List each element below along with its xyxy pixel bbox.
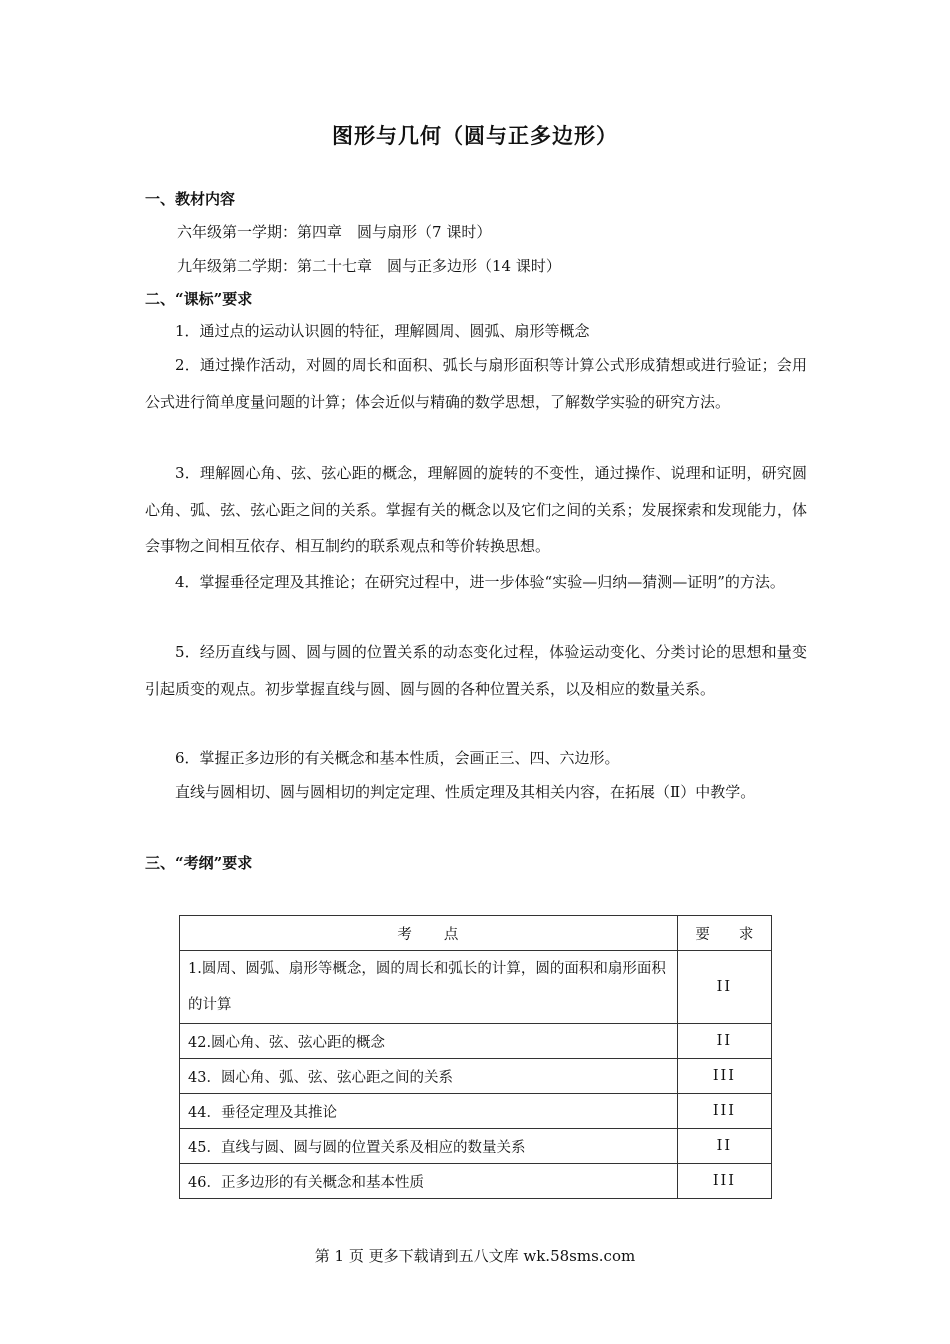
header-requirement: 要 求 xyxy=(677,916,771,951)
textbook-line-grade6: 六年级第一学期：第四章 圆与扇形（7 课时） xyxy=(177,223,492,241)
curriculum-item-4: 4．掌握垂径定理及其推论；在研究过程中，进一步体验“实验—归纳—猜测—证明”的方法。 xyxy=(175,573,785,591)
requirement-cell: II xyxy=(677,951,771,1024)
exam-point-cell: 1.圆周、圆弧、扇形等概念，圆的周长和弧长的计算，圆的面积和扇形面积的计算 xyxy=(180,951,678,1024)
table-row xyxy=(180,1164,772,1199)
table-row xyxy=(180,1024,772,1059)
exam-point-cell: 42.圆心角、弦、弦心距的概念 xyxy=(180,1024,678,1059)
requirement-cell: II xyxy=(677,1129,771,1164)
textbook-line-grade9: 九年级第二学期：第二十七章 圆与正多边形（14 课时） xyxy=(177,257,561,275)
page-footer: 第 1 页 更多下载请到五八文库 wk.58sms.com xyxy=(314,1247,636,1265)
table-header-row xyxy=(180,916,772,951)
exam-point-cell: 43．圆心角、弧、弦、弦心距之间的关系 xyxy=(180,1059,678,1094)
curriculum-item-6: 6．掌握正多边形的有关概念和基本性质，会画正三、四、六边形。 xyxy=(175,749,620,767)
table-row xyxy=(180,1059,772,1094)
curriculum-item-2: 2．通过操作活动，对圆的周长和面积、弧长与扇形面积等计算公式形成猜想或进行验证；会用公式进行简单度量问题的计算；体会近似与精确的数学思想，了解数学实验的研究方法。 xyxy=(145,356,807,411)
requirement-cell: III xyxy=(677,1059,771,1094)
exam-point-cell: 46．正多边形的有关概念和基本性质 xyxy=(180,1164,678,1199)
page-title: 图形与几何（圆与正多边形） xyxy=(332,123,618,148)
table-row xyxy=(180,1094,772,1129)
table-row xyxy=(180,951,772,1024)
table-row xyxy=(180,1129,772,1164)
exam-points-table xyxy=(179,915,772,1199)
exam-point-cell: 45．直线与圆、圆与圆的位置关系及相应的数量关系 xyxy=(180,1129,678,1164)
section-heading-textbook: 一、教材内容 xyxy=(145,190,236,208)
curriculum-note-extension: 直线与圆相切、圆与圆相切的判定定理、性质定理及其相关内容，在拓展（Ⅱ）中教学。 xyxy=(175,783,756,801)
curriculum-item-3: 3．理解圆心角、弦、弦心距的概念，理解圆的旋转的不变性，通过操作、说理和证明，研究圆心角、弧、弦、弦心距之间的关系。掌握有关的概念以及它们之间的关系；发展探索和发现能力，体会事物之间相互依存、相互制约的联系观点和等价转换思想。 xyxy=(145,464,807,555)
requirement-cell: III xyxy=(677,1094,771,1129)
curriculum-item-5: 5．经历直线与圆、圆与圆的位置关系的动态变化过程，体验运动变化、分类讨论的思想和量变引起质变的观点。初步掌握直线与圆、圆与圆的各种位置关系，以及相应的数量关系。 xyxy=(145,643,807,698)
curriculum-item-1: 1．通过点的运动认识圆的特征，理解圆周、圆弧、扇形等概念 xyxy=(175,322,590,340)
requirement-cell: III xyxy=(677,1164,771,1199)
section-heading-curriculum: 二、“课标”要求 xyxy=(145,290,253,308)
requirement-cell: II xyxy=(677,1024,771,1059)
section-heading-exam: 三、“考纲”要求 xyxy=(145,854,253,872)
header-exam-point: 考 点 xyxy=(180,916,678,951)
exam-point-cell: 44．垂径定理及其推论 xyxy=(180,1094,678,1129)
